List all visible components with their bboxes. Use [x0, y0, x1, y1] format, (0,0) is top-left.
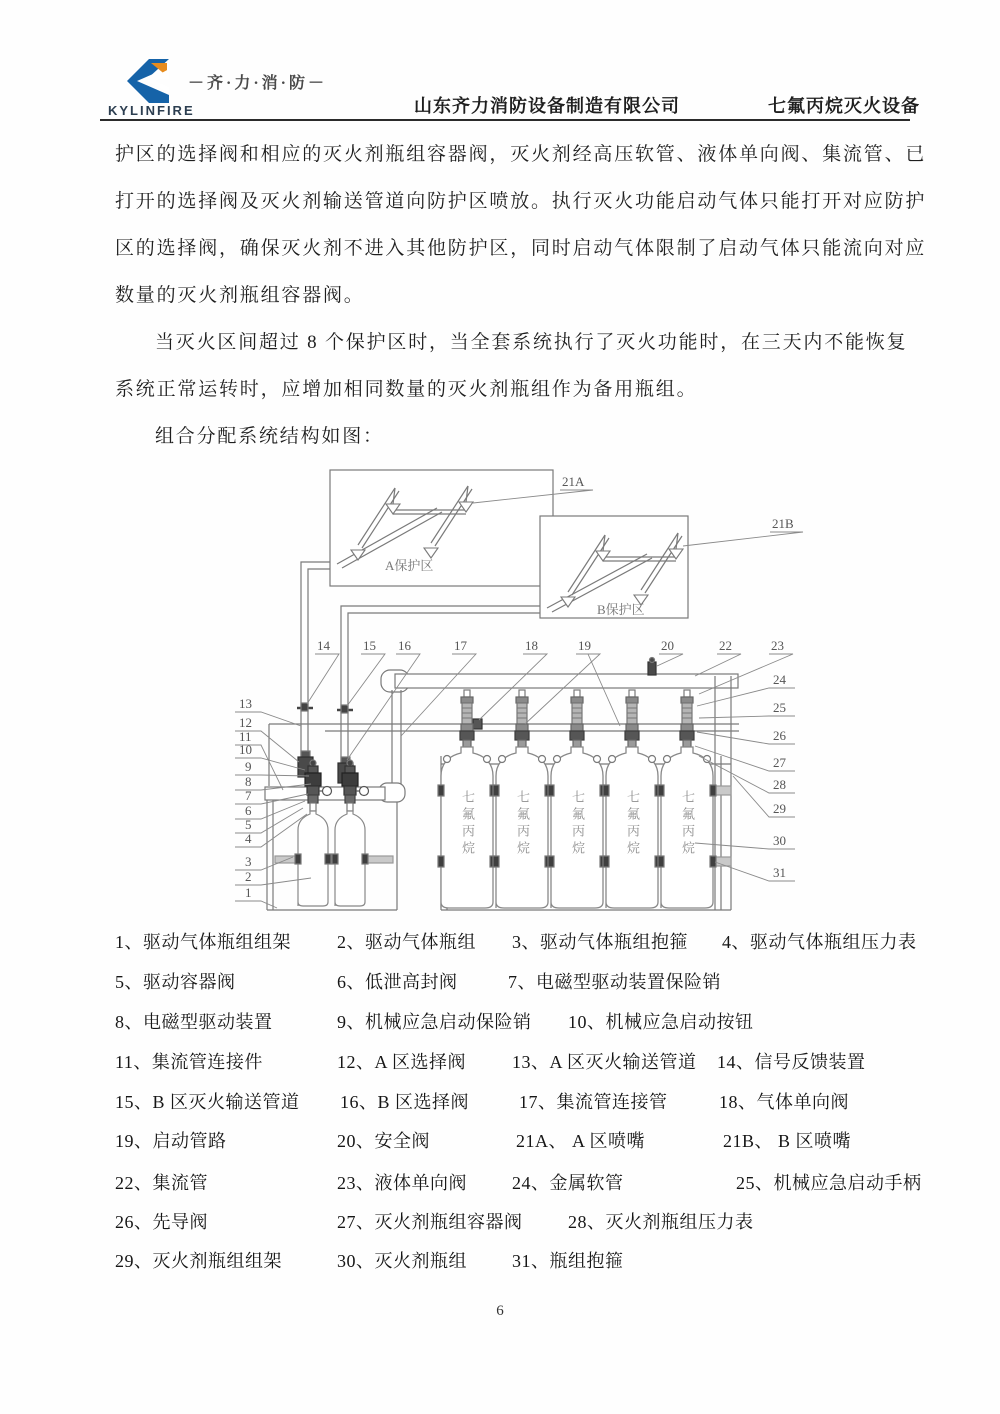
legend-item: 9、机械应急启动保险销	[337, 1012, 532, 1032]
zone-a-label: A保护区	[385, 558, 434, 573]
callout-label: 25	[773, 700, 786, 715]
callout-21b: 21B	[772, 516, 794, 531]
callout-label: 14	[317, 638, 330, 653]
legend-item: 14、信号反馈装置	[717, 1052, 866, 1072]
cylinder-label: 七氟丙烷	[460, 790, 475, 858]
callout-label: 24	[773, 672, 786, 687]
callout-label: 3	[245, 854, 252, 869]
callout-21a: 21A	[562, 474, 585, 489]
callout-label: 12	[239, 715, 252, 730]
callout-label: 22	[719, 638, 732, 653]
legend-item: 30、灭火剂瓶组	[337, 1251, 467, 1271]
callout-label: 8	[245, 774, 252, 789]
legend-item: 24、金属软管	[512, 1173, 624, 1193]
legend-item: 2、驱动气体瓶组	[337, 932, 476, 952]
callout-label: 26	[773, 728, 786, 743]
cylinder-label: 七氟丙烷	[515, 790, 530, 858]
zone-b-label: B保护区	[597, 602, 645, 617]
callout-label: 19	[578, 638, 591, 653]
body-text	[115, 131, 927, 460]
legend-item: 26、先导阀	[115, 1212, 208, 1232]
legend-item: 10、机械应急启动按钮	[568, 1012, 754, 1032]
legend-item: 29、灭火剂瓶组组架	[115, 1251, 282, 1271]
header-company-name: 山东齐力消防设备制造有限公司	[414, 96, 680, 116]
legend-item: 17、集流管连接管	[519, 1092, 668, 1112]
body-line: 当灭火区间超过 8 个保护区时，当全套系统执行了灭火功能时，在三天内不能恢复	[155, 332, 908, 353]
zone-a-box	[330, 470, 553, 586]
callout-label: 10	[239, 742, 252, 757]
legend-item: 23、液体单向阀	[337, 1173, 467, 1193]
legend-item: 7、电磁型驱动装置保险销	[508, 972, 721, 992]
legend-item: 5、驱动容器阀	[115, 972, 236, 992]
callout-label: 6	[245, 803, 252, 818]
callout-label: 15	[363, 638, 376, 653]
legend-item: 4、驱动气体瓶组压力表	[722, 932, 917, 952]
legend-item: 27、灭火剂瓶组容器阀	[337, 1212, 523, 1232]
cylinder-label: 七氟丙烷	[570, 790, 585, 858]
cylinder-label: 七氟丙烷	[680, 790, 695, 858]
legend-item: 8、电磁型驱动装置	[115, 1012, 273, 1032]
logo-brand-text: KYLINFIRE	[108, 103, 195, 118]
legend-item: 11、集流管连接件	[115, 1052, 263, 1072]
diagram-caption: 组合分配系统结构如图：	[155, 426, 384, 447]
legend-item: 28、灭火剂瓶组压力表	[568, 1212, 754, 1232]
callout-label: 7	[245, 788, 252, 803]
legend-item: 20、安全阀	[337, 1131, 430, 1151]
legend-item: 16、B 区选择阀	[340, 1092, 470, 1112]
company-logo	[108, 56, 408, 118]
legend-item: 3、驱动气体瓶组抱箍	[512, 932, 688, 952]
legend-item: 22、集流管	[115, 1173, 208, 1193]
legend-item: 15、B 区灭火输送管道	[115, 1092, 300, 1112]
callout-label: 16	[398, 638, 411, 653]
legend-item: 12、A 区选择阀	[337, 1052, 467, 1072]
logo-slogan-text: －齐·力·消·防－	[188, 75, 328, 92]
legend-item: 21B、 B 区喷嘴	[723, 1131, 852, 1151]
callout-label: 9	[245, 759, 252, 774]
body-line: 系统正常运转时，应增加相同数量的灭火剂瓶组作为备用瓶组。	[115, 379, 698, 400]
callout-label: 5	[245, 817, 252, 832]
callout-label: 1	[245, 885, 252, 900]
page-number: 6	[496, 1303, 504, 1319]
system-diagram	[225, 458, 805, 918]
callout-label: 18	[525, 638, 538, 653]
legend-item: 21A、 A 区喷嘴	[516, 1131, 646, 1151]
kylinfire-logo-icon	[125, 59, 169, 103]
gas-check-valve	[473, 719, 482, 729]
callout-label: 17	[454, 638, 467, 653]
legend-item: 13、A 区灭火输送管道	[512, 1052, 697, 1072]
callout-label: 11	[239, 729, 252, 744]
body-line: 打开的选择阀及灭火剂输送管道向防护区喷放。执行灭火功能启动气体只能打开对应防护	[115, 191, 927, 212]
cylinder-label: 七氟丙烷	[625, 790, 640, 858]
body-line: 数量的灭火剂瓶组容器阀。	[115, 285, 365, 306]
callout-label: 20	[661, 638, 674, 653]
header-rule	[100, 119, 910, 121]
callout-label: 23	[771, 638, 784, 653]
legend-item: 19、启动管路	[115, 1131, 227, 1151]
legend-item: 6、低泄高封阀	[337, 972, 458, 992]
body-line: 护区的选择阀和相应的灭火剂瓶组容器阀，灭火剂经高压软管、液体单向阀、集流管、已	[115, 144, 927, 165]
safety-valve	[648, 658, 656, 676]
zone-delivery-pipes	[301, 562, 540, 764]
legend-item: 25、机械应急启动手柄	[736, 1173, 922, 1193]
callout-label: 13	[239, 696, 252, 711]
callout-label: 2	[245, 869, 252, 884]
legend-item: 1、驱动气体瓶组组架	[115, 932, 291, 952]
header-product-name: 七氟丙烷灭火设备	[768, 96, 920, 116]
legend-item: 31、瓶组抱箍	[512, 1251, 624, 1271]
callout-label: 29	[773, 801, 786, 816]
callout-label: 30	[773, 833, 786, 848]
callout-label: 31	[773, 865, 786, 880]
callout-label: 27	[773, 755, 786, 770]
callout-label: 28	[773, 777, 786, 792]
body-line: 区的选择阀，确保灭火剂不进入其他防护区，同时启动气体限制了启动气体只能流向对应	[115, 238, 927, 259]
callout-label: 4	[245, 831, 252, 846]
legend-item: 18、气体单向阀	[719, 1092, 849, 1112]
